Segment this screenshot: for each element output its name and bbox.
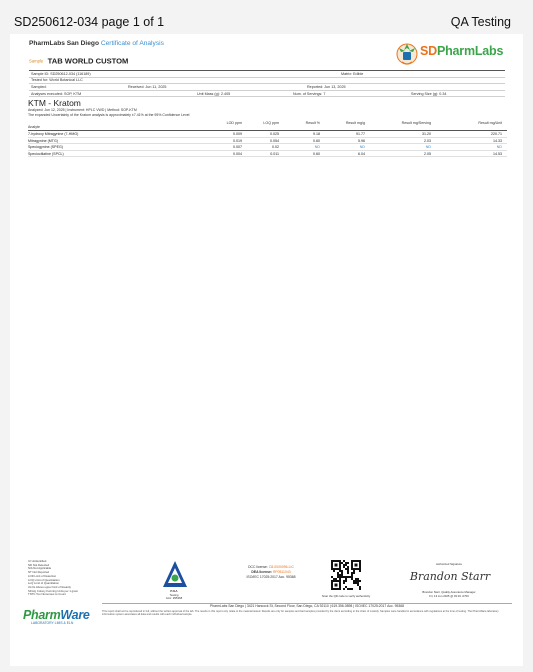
info-row <box>29 84 505 91</box>
signer-info: Brandon Starr, Quality Assurance Manager Fri, 13 Jun 2025 @ 03:19 -0700 <box>422 590 476 598</box>
col-result-serving: Result mg/Serving <box>401 121 431 125</box>
cell-result-pct: 0.60 <box>313 138 320 143</box>
pharmware-logo: PharmWare LABORATORY LIMS & ELN <box>23 608 90 625</box>
logo-wordmark: SDPharmLabs <box>420 44 504 58</box>
reported: Reported: Jun 13, 2025 <box>307 84 346 89</box>
lab-address: PharmLabs San Diego | 3421 Hancock St, Second Floor, San Diego, CA 92110 | 619.356.0898 | ISO/IEC 17025:2017 Acc. 95368 <box>209 604 405 608</box>
results-table <box>28 120 507 157</box>
col-lod: LOD ppm <box>226 121 242 125</box>
dcc-license: C8-0000096-LIC <box>268 565 294 569</box>
cell-analyte: Speciogynine (SPEG) <box>28 145 63 150</box>
cell-result-pct: 0.60 <box>313 151 320 156</box>
sample-info-table <box>29 70 505 97</box>
sample-name: TAB WORLD CUSTOM <box>47 56 129 66</box>
col-result-mgg: Result mg/g <box>345 121 365 125</box>
cell-result-unit: 14.53 <box>493 151 502 156</box>
signature: Brandon Starr <box>409 570 491 583</box>
pjla-accreditation-icon <box>162 560 188 590</box>
table-body <box>28 131 507 157</box>
cell-loq: 0.02 <box>272 145 279 150</box>
dea-license: RP0511043 <box>272 570 291 574</box>
unit-mass: Unit Mass (g): 2.405 <box>197 91 231 96</box>
col-result-unit: Result mg/Unit <box>478 121 502 125</box>
info-row <box>29 70 505 78</box>
table-row <box>28 151 507 158</box>
sample-id: Sample ID: SD250612-034 (116189) <box>31 71 91 76</box>
cell-analyte: Mitragynine (MTG) <box>28 138 58 143</box>
cell-result-unit: 14.33 <box>493 138 502 143</box>
analyses-executed: Analyses executed: SOP, KTM <box>31 91 82 96</box>
cell-lod: 0.019 <box>233 138 242 143</box>
lab-heading <box>29 40 164 47</box>
cell-lod: 0.009 <box>233 132 242 136</box>
page-header <box>0 0 533 36</box>
info-row <box>29 78 505 85</box>
disclaimer: This report shall not be reproduced in full, without the written approval of the lab. The results in this report only relate to the material tested. Results are only for samples and bad samples provided by the client according to the chain of custody. Samples were handled in accordance with regulations at the time of testing. The PharmWare laboratory information system associates all data and results with each individual sample. <box>102 610 499 617</box>
sample-heading <box>29 52 128 70</box>
uncertainty-line: The expanded Uncertainty of the Kratom analysis is approximately ±7.41% at the 95% Confidence Level <box>28 112 190 117</box>
cell-analyte: 7-hydroxy Mitragynine (7-HMG) <box>28 132 79 136</box>
qr-caption: Scan the QR code to verify authenticity <box>321 594 371 598</box>
cell-lod: 0.007 <box>233 145 242 150</box>
qr-code-icon[interactable] <box>331 560 361 590</box>
abbreviation-legend: UI Unidentified ND Not Detected N/A Not Applicable NT Not Reported LOD Limit of Detection LOQ Limit of Quantitation LoQ Limit of Quantitation ULOL Above upper limit of linearity SFG/g Colony Forming Units per 1 gram TNTC Too Numerous to Count <box>28 559 79 597</box>
col-result-pct: Result % <box>305 121 320 125</box>
section-title: KTM - Kratom <box>28 98 81 108</box>
cell-result-serving: 2.05 <box>424 151 431 156</box>
sample-label: Sample <box>29 58 44 64</box>
license-block: DCC license: C8-0000096-LIC DEA license: RP0511043 ISO/IEC 17025:2017 Acc. 95368 <box>216 565 326 580</box>
cell-result-mgg: 5.96 <box>358 138 365 143</box>
sampled: Sampled: <box>31 84 47 89</box>
analyzed-line: Analyzed: Jun 12, 2025 | Instrument: HPLC VWD | Method: SOP-KTM <box>28 108 137 112</box>
cell-result-pct: ND <box>314 145 320 150</box>
pjla-label: PJLA Testing Accr. #95368 <box>165 589 183 601</box>
cell-loq: 0.011 <box>270 151 279 156</box>
cell-result-mgg: ND <box>359 145 365 150</box>
cell-loq: 0.054 <box>270 138 279 143</box>
cell-result-serving: 2.03 <box>424 138 431 143</box>
matrix: Matrix: Edible <box>341 71 364 76</box>
coa-document <box>10 34 523 666</box>
cell-analyte: Speciociliatine (SPCL) <box>28 151 64 156</box>
table-row <box>28 138 507 145</box>
iso-accreditation: ISO/IEC 17025:2017 Acc. 95368 <box>246 575 296 579</box>
cell-result-pct: 9.18 <box>313 132 320 136</box>
col-analyte: Analyte <box>28 125 40 130</box>
num-servings: Num. of Servings: 7 <box>293 91 326 96</box>
coa-label: Certificate of Analysis <box>100 40 164 47</box>
table-row <box>28 131 507 138</box>
signature-label: Authorized Signature <box>435 562 463 566</box>
cell-result-unit: 220.71 <box>491 132 502 136</box>
cell-result-unit: ND <box>496 145 502 150</box>
cell-result-mgg: 6.04 <box>358 151 365 156</box>
leaf-emblem-icon <box>394 38 420 68</box>
analysis-meta <box>28 108 189 118</box>
cell-loq: 0.025 <box>270 132 279 136</box>
sdpharmlabs-logo <box>394 38 509 68</box>
cell-result-serving: ND <box>425 145 431 150</box>
cell-lod: 0.004 <box>233 151 242 156</box>
tested-for: Tested for: World Botanical LLC <box>31 78 83 83</box>
qa-testing-label: QA Testing <box>450 15 511 29</box>
table-header <box>28 120 507 131</box>
col-loq: LOQ ppm <box>263 121 279 125</box>
table-row <box>28 144 507 151</box>
received: Received: Jun 11, 2025 <box>128 84 167 89</box>
document-id: SD250612-034 page 1 of 1 <box>14 15 165 29</box>
serving-size: Serving Size (g): 0.34 <box>411 91 447 96</box>
lab-name: PharmLabs San Diego <box>29 40 99 47</box>
info-row <box>29 91 505 98</box>
cell-result-serving: 31.20 <box>422 132 431 136</box>
cell-result-mgg: 91.77 <box>356 132 365 136</box>
